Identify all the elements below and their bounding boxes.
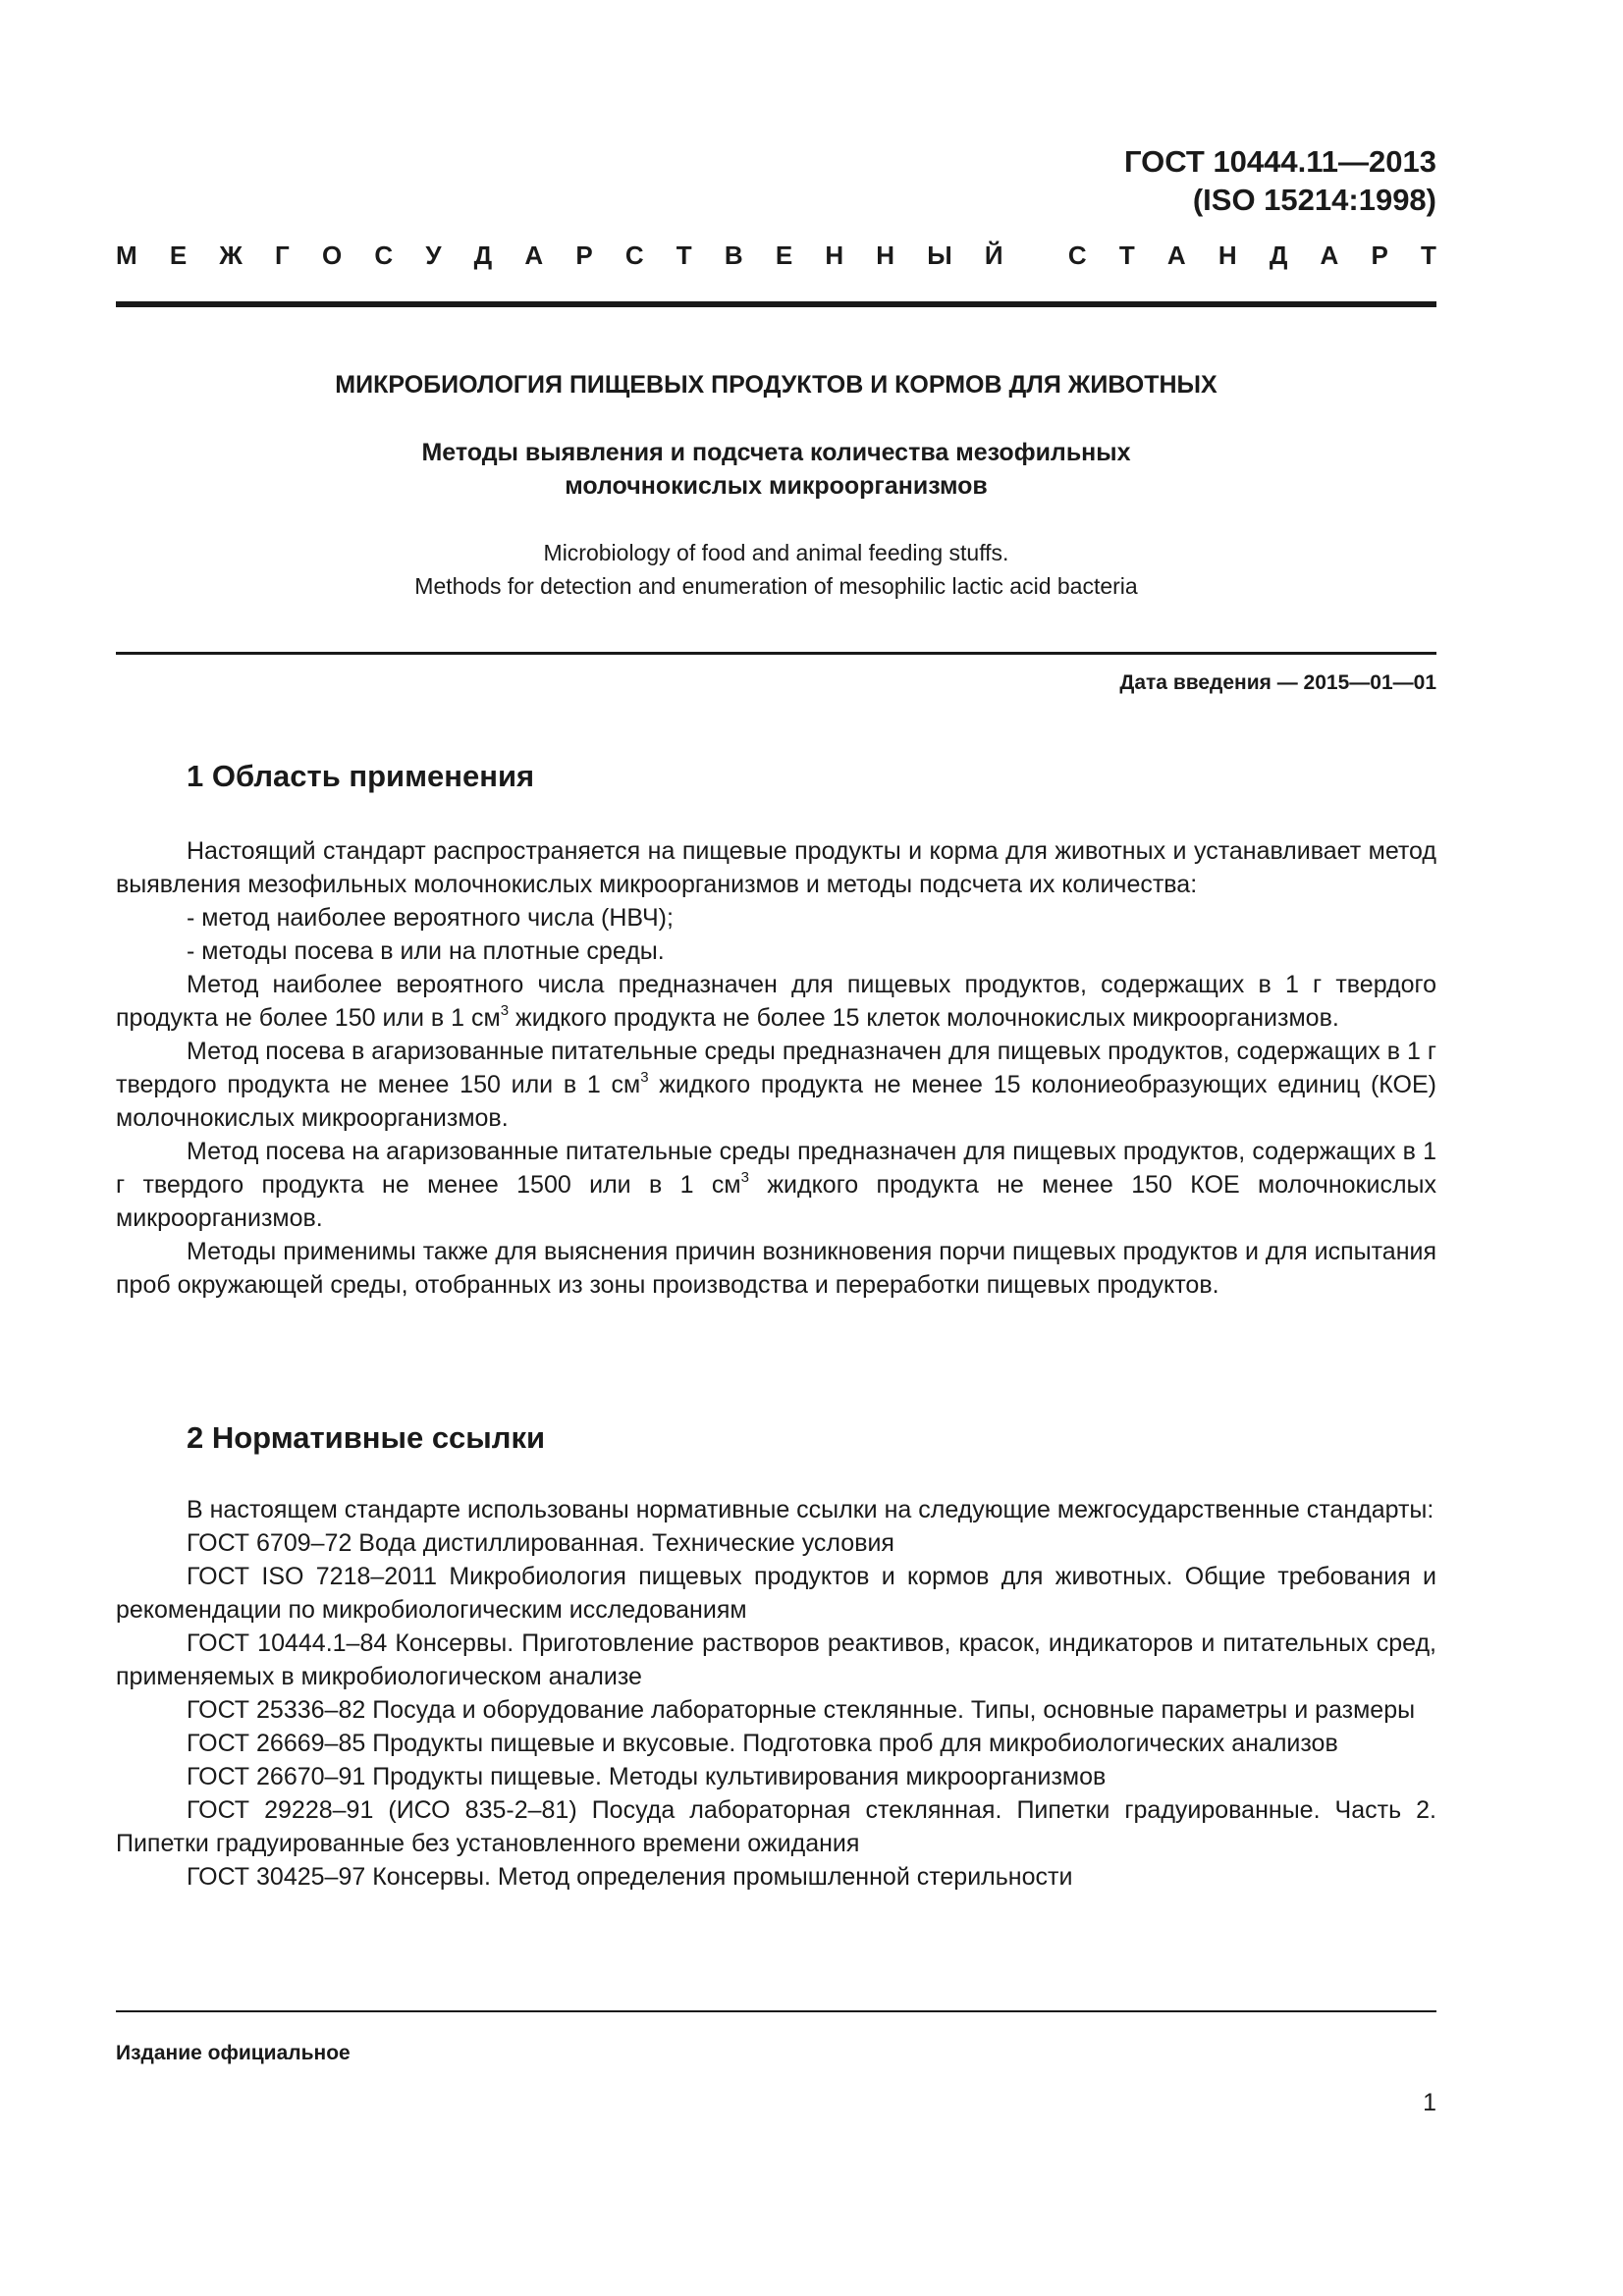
paragraph [116,968,1436,1035]
paragraph: Настоящий стандарт распространяется на пищевые продукты и корма для животных и устанавливает метод выявления мезофильных молочнокислых микроорганизмов и методы подсчета их количества: [116,837,1436,898]
banner-letter: Е [775,240,793,270]
text-run: Метод наиболее вероятного числа предназначен для пищевых продуктов, содержащих в 1 г твердого продукта не более 150 или в 1 см [116,971,1436,1032]
standard-code: ГОСТ 10444.11—2013 [1124,144,1436,179]
banner-letter: С [1067,240,1087,270]
paragraph [116,1035,1436,1135]
english-title [116,536,1436,603]
banner-letter: О [321,240,343,270]
iso-code: (ISO 15214:1998) [1192,183,1436,217]
title-divider [116,652,1436,655]
banner-letter: Р [575,240,593,270]
reference-item: ГОСТ 6709–72 Вода дистиллированная. Технические условия [187,1529,894,1557]
document-subtitle [116,436,1436,503]
reference-item: ГОСТ 26669–85 Продукты пищевые и вкусовые. Подготовка проб для микробиологических анализов [187,1730,1338,1757]
reference-item: ГОСТ 30425–97 Консервы. Метод определения промышленной стерильности [187,1863,1073,1891]
banner-letter: Д [1269,240,1288,270]
list-item: - методы посева в или на плотные среды. [187,937,665,965]
banner-letter: Т [1118,240,1135,270]
paragraph [116,1135,1436,1235]
section-references-body [116,1493,1436,1894]
text-run: Метод посева на агаризованные питательные среды предназначен для пищевых продуктов, содержащих в 1 г твердого продукта не менее 1500 или в 1 см [116,1138,1436,1199]
banner-letter: С [624,240,644,270]
banner-letter: Н [1217,240,1237,270]
subtitle-line: молочнокислых микроорганизмов [565,472,988,500]
text-run: жидкого продукта не менее 15 колониеобразующих единиц (КОЕ) молочнокислых микроорганизмов. [116,1071,1436,1132]
page-number: 1 [1423,2089,1436,2116]
text-run: жидкого продукта не менее 150 КОЕ молочнокислых микроорганизмов. [116,1171,1437,1232]
reference-item: ГОСТ 25336–82 Посуда и оборудование лабораторные стеклянные. Типы, основные параметры и размеры [187,1696,1416,1724]
footer-divider [116,2010,1436,2012]
reference-item: ГОСТ 10444.1–84 Консервы. Приготовление растворов реактивов, красок, индикаторов и питательных сред, применяемых в микробиологическом анализе [116,1629,1436,1690]
banner-letter: М [116,240,137,270]
official-edition-label: Издание официальное [116,2042,351,2064]
banner-letter: Е [169,240,188,270]
subtitle-line: Методы выявления и подсчета количества мезофильных [421,439,1131,466]
list-item: - метод наиболее вероятного числа (НВЧ); [187,904,674,932]
text-run: Метод посева в агаризованные питательные среды предназначен для пищевых продуктов, содержащих в 1 г твердого продукта не менее 150 или в 1 см [116,1038,1436,1098]
introduction-date: Дата введения — 2015—01—01 [1119,671,1436,694]
superscript: 3 [500,1001,510,1019]
banner-letter: А [1166,240,1186,270]
banner-letter: Д [473,240,493,270]
text-run: жидкого продукта не более 15 клеток молочнокислых микроорганизмов. [509,1004,1339,1032]
banner-letter: Ы [927,240,952,270]
interstate-standard-banner [116,240,1436,271]
document-title: МИКРОБИОЛОГИЯ ПИЩЕВЫХ ПРОДУКТОВ И КОРМОВ ДЛЯ ЖИВОТНЫХ [335,371,1217,399]
english-title-line: Methods for detection and enumeration of mesophilic lactic acid bacteria [414,573,1138,599]
banner-letter: Г [275,240,290,270]
banner-letter: В [724,240,743,270]
banner-letter: Т [1421,240,1436,270]
banner-letter: А [524,240,544,270]
section-heading-references: 2 Нормативные ссылки [187,1420,546,1455]
banner-letter: Й [984,240,1003,270]
banner-letter: Т [676,240,692,270]
section-scope-body [116,834,1436,1302]
header-divider [116,301,1436,307]
english-title-line: Microbiology of food and animal feeding stuffs. [543,540,1009,565]
reference-item: ГОСТ 26670–91 Продукты пищевые. Методы культивирования микроорганизмов [187,1763,1107,1790]
paragraph: Методы применимы также для выяснения причин возникновения порчи пищевых продуктов и для испытания проб окружающей среды, отобранных из зоны производства и переработки пищевых продуктов. [116,1238,1436,1299]
banner-letter: Н [825,240,844,270]
paragraph: В настоящем стандарте использованы нормативные ссылки на следующие межгосударственные стандарты: [187,1496,1434,1523]
banner-letter: А [1320,240,1339,270]
reference-item: ГОСТ 29228–91 (ИСО 835-2–81) Посуда лабораторная стеклянная. Пипетки градуированные. Часть 2. Пипетки градуированные без установленного времени ожидания [116,1796,1436,1857]
banner-letter: Р [1371,240,1388,270]
reference-item: ГОСТ ISO 7218–2011 Микробиология пищевых продуктов и кормов для животных. Общие требования и рекомендации по микробиологическим исследованиям [116,1563,1436,1624]
superscript: 3 [640,1068,649,1086]
banner-letter: У [425,240,442,270]
banner-letter: С [374,240,394,270]
banner-letter: Н [876,240,895,270]
section-heading-scope: 1 Область применения [187,759,535,793]
superscript: 3 [740,1168,749,1186]
banner-letter: Ж [219,240,243,270]
